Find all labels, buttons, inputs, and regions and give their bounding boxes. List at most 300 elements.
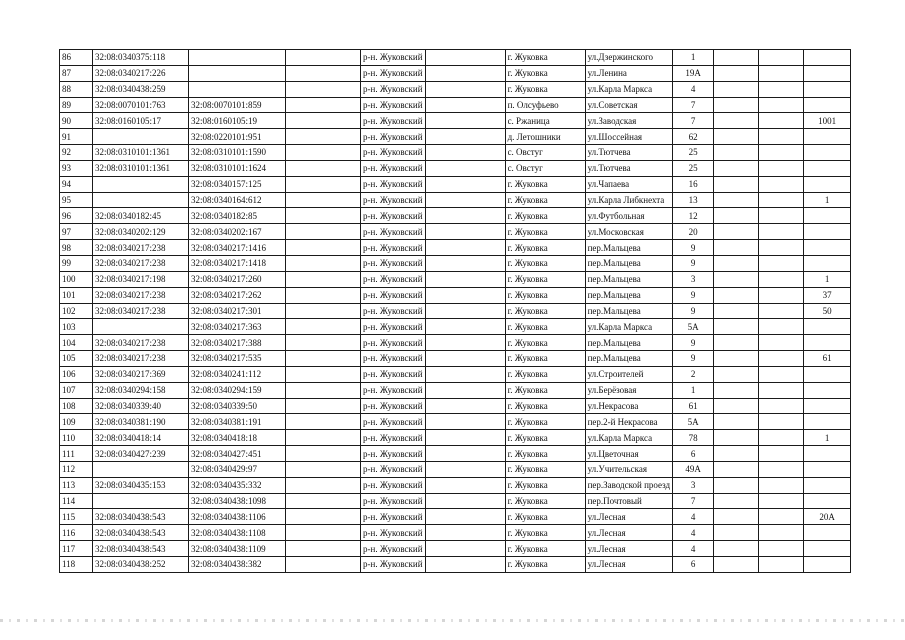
street-cell: ул.Чапаева xyxy=(585,176,673,192)
settlement-cell: г. Жуковка xyxy=(505,224,585,240)
empty-cell xyxy=(286,97,361,113)
empty-cell xyxy=(286,477,361,493)
house-number-cell: 5А xyxy=(673,319,714,335)
empty-cell xyxy=(759,145,804,161)
settlement-cell: г. Жуковка xyxy=(505,446,585,462)
cadastral-number-2-cell: 32:08:0310101:1624 xyxy=(189,160,286,176)
empty-cell xyxy=(714,255,759,271)
house-number-cell: 62 xyxy=(673,129,714,145)
apartment-number-cell xyxy=(804,65,851,81)
apartment-number-cell xyxy=(804,224,851,240)
empty-cell xyxy=(286,50,361,66)
street-cell: пер.Почтовый xyxy=(585,493,673,509)
empty-cell xyxy=(425,430,505,446)
row-number-cell: 106 xyxy=(60,366,93,382)
empty-cell xyxy=(286,509,361,525)
apartment-number-cell: 1 xyxy=(804,430,851,446)
empty-cell xyxy=(425,525,505,541)
table-row xyxy=(60,541,851,557)
house-number-cell: 9 xyxy=(673,351,714,367)
cadastral-number-2-cell: 32:08:0070101:859 xyxy=(189,97,286,113)
empty-cell xyxy=(759,525,804,541)
apartment-number-cell xyxy=(804,382,851,398)
empty-cell xyxy=(425,81,505,97)
row-number-cell: 113 xyxy=(60,477,93,493)
empty-cell xyxy=(759,255,804,271)
empty-cell xyxy=(759,414,804,430)
empty-cell xyxy=(286,113,361,129)
house-number-cell: 4 xyxy=(673,525,714,541)
street-cell: ул.Тютчева xyxy=(585,145,673,161)
apartment-number-cell xyxy=(804,176,851,192)
cadastral-number-cell xyxy=(93,319,189,335)
cadastral-number-2-cell: 32:08:0340202:167 xyxy=(189,224,286,240)
apartment-number-cell xyxy=(804,240,851,256)
empty-cell xyxy=(714,335,759,351)
house-number-cell: 1 xyxy=(673,50,714,66)
cadastral-number-cell: 32:08:0340217:238 xyxy=(93,351,189,367)
cadastral-number-cell: 32:08:0340202:129 xyxy=(93,224,189,240)
empty-cell xyxy=(714,382,759,398)
apartment-number-cell: 1001 xyxy=(804,113,851,129)
cadastral-number-cell: 32:08:0340339:40 xyxy=(93,398,189,414)
empty-cell xyxy=(425,240,505,256)
table-body xyxy=(60,50,851,573)
apartment-number-cell xyxy=(804,477,851,493)
empty-cell xyxy=(714,414,759,430)
empty-cell xyxy=(759,240,804,256)
empty-cell xyxy=(425,303,505,319)
table-row xyxy=(60,192,851,208)
table-row xyxy=(60,525,851,541)
empty-cell xyxy=(759,557,804,573)
table-row xyxy=(60,240,851,256)
cadastral-number-2-cell: 32:08:0340164:612 xyxy=(189,192,286,208)
street-cell: ул.Цветочная xyxy=(585,446,673,462)
empty-cell xyxy=(759,398,804,414)
empty-cell xyxy=(425,208,505,224)
empty-cell xyxy=(286,414,361,430)
district-cell: р-н. Жуковский xyxy=(361,81,426,97)
settlement-cell: г. Жуковка xyxy=(505,477,585,493)
empty-cell xyxy=(286,303,361,319)
apartment-number-cell xyxy=(804,208,851,224)
empty-cell xyxy=(759,382,804,398)
empty-cell xyxy=(286,160,361,176)
cadastral-number-cell: 32:08:0340438:543 xyxy=(93,509,189,525)
table-row xyxy=(60,113,851,129)
table-row xyxy=(60,224,851,240)
district-cell: р-н. Жуковский xyxy=(361,509,426,525)
district-cell: р-н. Жуковский xyxy=(361,65,426,81)
empty-cell xyxy=(425,224,505,240)
apartment-number-cell xyxy=(804,414,851,430)
empty-cell xyxy=(714,50,759,66)
row-number-cell: 102 xyxy=(60,303,93,319)
table-row xyxy=(60,65,851,81)
street-cell: пер.Мальцева xyxy=(585,287,673,303)
cadastral-number-2-cell: 32:08:0340217:363 xyxy=(189,319,286,335)
empty-cell xyxy=(425,271,505,287)
cadastral-number-2-cell: 32:08:0340438:1098 xyxy=(189,493,286,509)
empty-cell xyxy=(286,430,361,446)
empty-cell xyxy=(759,208,804,224)
settlement-cell: г. Жуковка xyxy=(505,176,585,192)
empty-cell xyxy=(714,224,759,240)
empty-cell xyxy=(425,446,505,462)
district-cell: р-н. Жуковский xyxy=(361,351,426,367)
table-row xyxy=(60,366,851,382)
table-row xyxy=(60,129,851,145)
street-cell: пер.2-й Некрасова xyxy=(585,414,673,430)
table-row xyxy=(60,414,851,430)
empty-cell xyxy=(714,97,759,113)
empty-cell xyxy=(714,65,759,81)
cadastral-number-2-cell: 32:08:0340438:1106 xyxy=(189,509,286,525)
district-cell: р-н. Жуковский xyxy=(361,541,426,557)
cadastral-number-cell: 32:08:0340438:259 xyxy=(93,81,189,97)
district-cell: р-н. Жуковский xyxy=(361,208,426,224)
street-cell: ул.Берёзовая xyxy=(585,382,673,398)
apartment-number-cell xyxy=(804,398,851,414)
house-number-cell: 12 xyxy=(673,208,714,224)
apartment-number-cell xyxy=(804,145,851,161)
empty-cell xyxy=(286,461,361,477)
cadastral-number-2-cell: 32:08:0340294:159 xyxy=(189,382,286,398)
table-row xyxy=(60,509,851,525)
settlement-cell: г. Жуковка xyxy=(505,255,585,271)
settlement-cell: г. Жуковка xyxy=(505,541,585,557)
apartment-number-cell xyxy=(804,97,851,113)
row-number-cell: 92 xyxy=(60,145,93,161)
house-number-cell: 78 xyxy=(673,430,714,446)
empty-cell xyxy=(759,351,804,367)
cadastral-number-cell: 32:08:0070101:763 xyxy=(93,97,189,113)
cadastral-number-2-cell: 32:08:0340217:535 xyxy=(189,351,286,367)
cadastral-number-cell: 32:08:0340418:14 xyxy=(93,430,189,446)
district-cell: р-н. Жуковский xyxy=(361,145,426,161)
row-number-cell: 91 xyxy=(60,129,93,145)
apartment-number-cell xyxy=(804,366,851,382)
house-number-cell: 3 xyxy=(673,271,714,287)
cadastral-number-2-cell: 32:08:0340217:1416 xyxy=(189,240,286,256)
table-row xyxy=(60,398,851,414)
empty-cell xyxy=(714,240,759,256)
empty-cell xyxy=(425,509,505,525)
row-number-cell: 111 xyxy=(60,446,93,462)
empty-cell xyxy=(286,525,361,541)
cadastral-number-2-cell: 32:08:0340438:1108 xyxy=(189,525,286,541)
district-cell: р-н. Жуковский xyxy=(361,224,426,240)
empty-cell xyxy=(425,351,505,367)
cadastral-number-2-cell: 32:08:0340157:125 xyxy=(189,176,286,192)
table-row xyxy=(60,287,851,303)
cadastral-number-cell: 32:08:0340217:238 xyxy=(93,240,189,256)
empty-cell xyxy=(714,287,759,303)
cadastral-number-cell: 32:08:0160105:17 xyxy=(93,113,189,129)
table-row xyxy=(60,351,851,367)
house-number-cell: 25 xyxy=(673,145,714,161)
empty-cell xyxy=(759,303,804,319)
settlement-cell: г. Жуковка xyxy=(505,557,585,573)
street-cell: пер.Мальцева xyxy=(585,335,673,351)
settlement-cell: п. Олсуфьево xyxy=(505,97,585,113)
apartment-number-cell xyxy=(804,446,851,462)
table-row xyxy=(60,430,851,446)
settlement-cell: с. Овстуг xyxy=(505,160,585,176)
row-number-cell: 89 xyxy=(60,97,93,113)
street-cell: ул.Футбольная xyxy=(585,208,673,224)
cadastral-number-cell: 32:08:0340217:238 xyxy=(93,255,189,271)
district-cell: р-н. Жуковский xyxy=(361,113,426,129)
district-cell: р-н. Жуковский xyxy=(361,192,426,208)
empty-cell xyxy=(286,541,361,557)
empty-cell xyxy=(286,192,361,208)
street-cell: ул.Шоссейная xyxy=(585,129,673,145)
cadastral-number-2-cell xyxy=(189,65,286,81)
settlement-cell: г. Жуковка xyxy=(505,192,585,208)
cadastral-number-cell xyxy=(93,129,189,145)
house-number-cell: 19А xyxy=(673,65,714,81)
row-number-cell: 114 xyxy=(60,493,93,509)
cadastral-number-cell: 32:08:0310101:1361 xyxy=(93,160,189,176)
street-cell: ул.Заводская xyxy=(585,113,673,129)
house-number-cell: 2 xyxy=(673,366,714,382)
house-number-cell: 1 xyxy=(673,382,714,398)
empty-cell xyxy=(759,287,804,303)
street-cell: пер.Мальцева xyxy=(585,271,673,287)
settlement-cell: г. Жуковка xyxy=(505,50,585,66)
empty-cell xyxy=(425,255,505,271)
apartment-number-cell xyxy=(804,255,851,271)
street-cell: ул.Карла Либкнехта xyxy=(585,192,673,208)
house-number-cell: 20 xyxy=(673,224,714,240)
empty-cell xyxy=(286,81,361,97)
table-row xyxy=(60,81,851,97)
table-row xyxy=(60,208,851,224)
empty-cell xyxy=(714,430,759,446)
empty-cell xyxy=(759,192,804,208)
district-cell: р-н. Жуковский xyxy=(361,129,426,145)
district-cell: р-н. Жуковский xyxy=(361,382,426,398)
district-cell: р-н. Жуковский xyxy=(361,477,426,493)
cadastral-number-2-cell: 32:08:0340182:85 xyxy=(189,208,286,224)
empty-cell xyxy=(714,525,759,541)
table-row xyxy=(60,50,851,66)
apartment-number-cell xyxy=(804,129,851,145)
empty-cell xyxy=(286,446,361,462)
settlement-cell: г. Жуковка xyxy=(505,414,585,430)
row-number-cell: 115 xyxy=(60,509,93,525)
table-row xyxy=(60,97,851,113)
row-number-cell: 96 xyxy=(60,208,93,224)
cadastral-number-cell: 32:08:0340182:45 xyxy=(93,208,189,224)
settlement-cell: г. Жуковка xyxy=(505,65,585,81)
district-cell: р-н. Жуковский xyxy=(361,446,426,462)
district-cell: р-н. Жуковский xyxy=(361,160,426,176)
empty-cell xyxy=(425,65,505,81)
empty-cell xyxy=(425,50,505,66)
empty-cell xyxy=(286,366,361,382)
empty-cell xyxy=(714,81,759,97)
settlement-cell: г. Жуковка xyxy=(505,509,585,525)
row-number-cell: 118 xyxy=(60,557,93,573)
cadastral-number-2-cell: 32:08:0340427:451 xyxy=(189,446,286,462)
empty-cell xyxy=(286,129,361,145)
apartment-number-cell xyxy=(804,541,851,557)
street-cell: ул.Лесная xyxy=(585,509,673,525)
empty-cell xyxy=(425,287,505,303)
empty-cell xyxy=(286,176,361,192)
empty-cell xyxy=(714,113,759,129)
empty-cell xyxy=(759,271,804,287)
row-number-cell: 107 xyxy=(60,382,93,398)
empty-cell xyxy=(714,303,759,319)
district-cell: р-н. Жуковский xyxy=(361,176,426,192)
empty-cell xyxy=(714,398,759,414)
empty-cell xyxy=(425,557,505,573)
empty-cell xyxy=(714,509,759,525)
settlement-cell: с. Овстуг xyxy=(505,145,585,161)
row-number-cell: 101 xyxy=(60,287,93,303)
cadastral-number-2-cell: 32:08:0220101:951 xyxy=(189,129,286,145)
row-number-cell: 103 xyxy=(60,319,93,335)
house-number-cell: 6 xyxy=(673,557,714,573)
cadastral-number-2-cell xyxy=(189,81,286,97)
house-number-cell: 4 xyxy=(673,81,714,97)
empty-cell xyxy=(425,145,505,161)
street-cell: ул.Московская xyxy=(585,224,673,240)
cadastral-number-2-cell: 32:08:0340418:18 xyxy=(189,430,286,446)
empty-cell xyxy=(759,176,804,192)
district-cell: р-н. Жуковский xyxy=(361,319,426,335)
empty-cell xyxy=(759,319,804,335)
empty-cell xyxy=(714,446,759,462)
cadastral-number-2-cell: 32:08:0340429:97 xyxy=(189,461,286,477)
row-number-cell: 99 xyxy=(60,255,93,271)
cadastral-number-2-cell: 32:08:0340438:1109 xyxy=(189,541,286,557)
row-number-cell: 97 xyxy=(60,224,93,240)
empty-cell xyxy=(759,477,804,493)
table-row xyxy=(60,477,851,493)
cadastral-number-2-cell: 32:08:0340339:50 xyxy=(189,398,286,414)
street-cell: ул.Строителей xyxy=(585,366,673,382)
table-row xyxy=(60,446,851,462)
cadastral-number-cell: 32:08:0340427:239 xyxy=(93,446,189,462)
empty-cell xyxy=(425,97,505,113)
street-cell: ул.Лесная xyxy=(585,557,673,573)
empty-cell xyxy=(714,493,759,509)
empty-cell xyxy=(759,446,804,462)
house-number-cell: 9 xyxy=(673,240,714,256)
empty-cell xyxy=(714,129,759,145)
house-number-cell: 9 xyxy=(673,255,714,271)
district-cell: р-н. Жуковский xyxy=(361,50,426,66)
district-cell: р-н. Жуковский xyxy=(361,240,426,256)
cadastral-number-2-cell: 32:08:0160105:19 xyxy=(189,113,286,129)
district-cell: р-н. Жуковский xyxy=(361,366,426,382)
empty-cell xyxy=(425,382,505,398)
empty-cell xyxy=(714,541,759,557)
street-cell: ул.Дзержинского xyxy=(585,50,673,66)
empty-cell xyxy=(714,208,759,224)
row-number-cell: 110 xyxy=(60,430,93,446)
empty-cell xyxy=(425,335,505,351)
table-row xyxy=(60,145,851,161)
empty-cell xyxy=(425,414,505,430)
empty-cell xyxy=(714,557,759,573)
settlement-cell: г. Жуковка xyxy=(505,382,585,398)
settlement-cell: г. Жуковка xyxy=(505,366,585,382)
empty-cell xyxy=(759,65,804,81)
empty-cell xyxy=(759,50,804,66)
empty-cell xyxy=(425,541,505,557)
house-number-cell: 49А xyxy=(673,461,714,477)
empty-cell xyxy=(714,176,759,192)
cadastral-number-cell: 32:08:0340438:543 xyxy=(93,541,189,557)
street-cell: ул.Карла Маркса xyxy=(585,81,673,97)
empty-cell xyxy=(425,176,505,192)
cadastral-number-cell: 32:08:0340217:198 xyxy=(93,271,189,287)
empty-cell xyxy=(759,461,804,477)
settlement-cell: г. Жуковка xyxy=(505,493,585,509)
cadastral-number-cell xyxy=(93,176,189,192)
empty-cell xyxy=(714,192,759,208)
empty-cell xyxy=(425,319,505,335)
table-row xyxy=(60,557,851,573)
cadastral-number-2-cell: 32:08:0340217:1418 xyxy=(189,255,286,271)
settlement-cell: г. Жуковка xyxy=(505,303,585,319)
empty-cell xyxy=(425,192,505,208)
street-cell: ул.Некрасова xyxy=(585,398,673,414)
empty-cell xyxy=(759,430,804,446)
empty-cell xyxy=(759,160,804,176)
settlement-cell: г. Жуковка xyxy=(505,271,585,287)
settlement-cell: г. Жуковка xyxy=(505,81,585,97)
cadastral-number-cell: 32:08:0340217:226 xyxy=(93,65,189,81)
apartment-number-cell xyxy=(804,160,851,176)
cadastral-number-2-cell: 32:08:0340241:112 xyxy=(189,366,286,382)
house-number-cell: 13 xyxy=(673,192,714,208)
empty-cell xyxy=(714,271,759,287)
empty-cell xyxy=(759,366,804,382)
empty-cell xyxy=(759,541,804,557)
empty-cell xyxy=(286,493,361,509)
street-cell: ул.Советская xyxy=(585,97,673,113)
empty-cell xyxy=(425,493,505,509)
street-cell: ул.Учительская xyxy=(585,461,673,477)
empty-cell xyxy=(286,145,361,161)
empty-cell xyxy=(286,382,361,398)
row-number-cell: 86 xyxy=(60,50,93,66)
empty-cell xyxy=(286,351,361,367)
house-number-cell: 61 xyxy=(673,398,714,414)
district-cell: р-н. Жуковский xyxy=(361,398,426,414)
apartment-number-cell xyxy=(804,493,851,509)
street-cell: ул.Тютчева xyxy=(585,160,673,176)
house-number-cell: 9 xyxy=(673,335,714,351)
cadastral-number-2-cell: 32:08:0340438:382 xyxy=(189,557,286,573)
empty-cell xyxy=(759,224,804,240)
empty-cell xyxy=(286,224,361,240)
house-number-cell: 7 xyxy=(673,97,714,113)
property-register-table xyxy=(59,49,851,573)
house-number-cell: 4 xyxy=(673,509,714,525)
street-cell: ул.Лесная xyxy=(585,541,673,557)
row-number-cell: 104 xyxy=(60,335,93,351)
row-number-cell: 105 xyxy=(60,351,93,367)
empty-cell xyxy=(759,335,804,351)
